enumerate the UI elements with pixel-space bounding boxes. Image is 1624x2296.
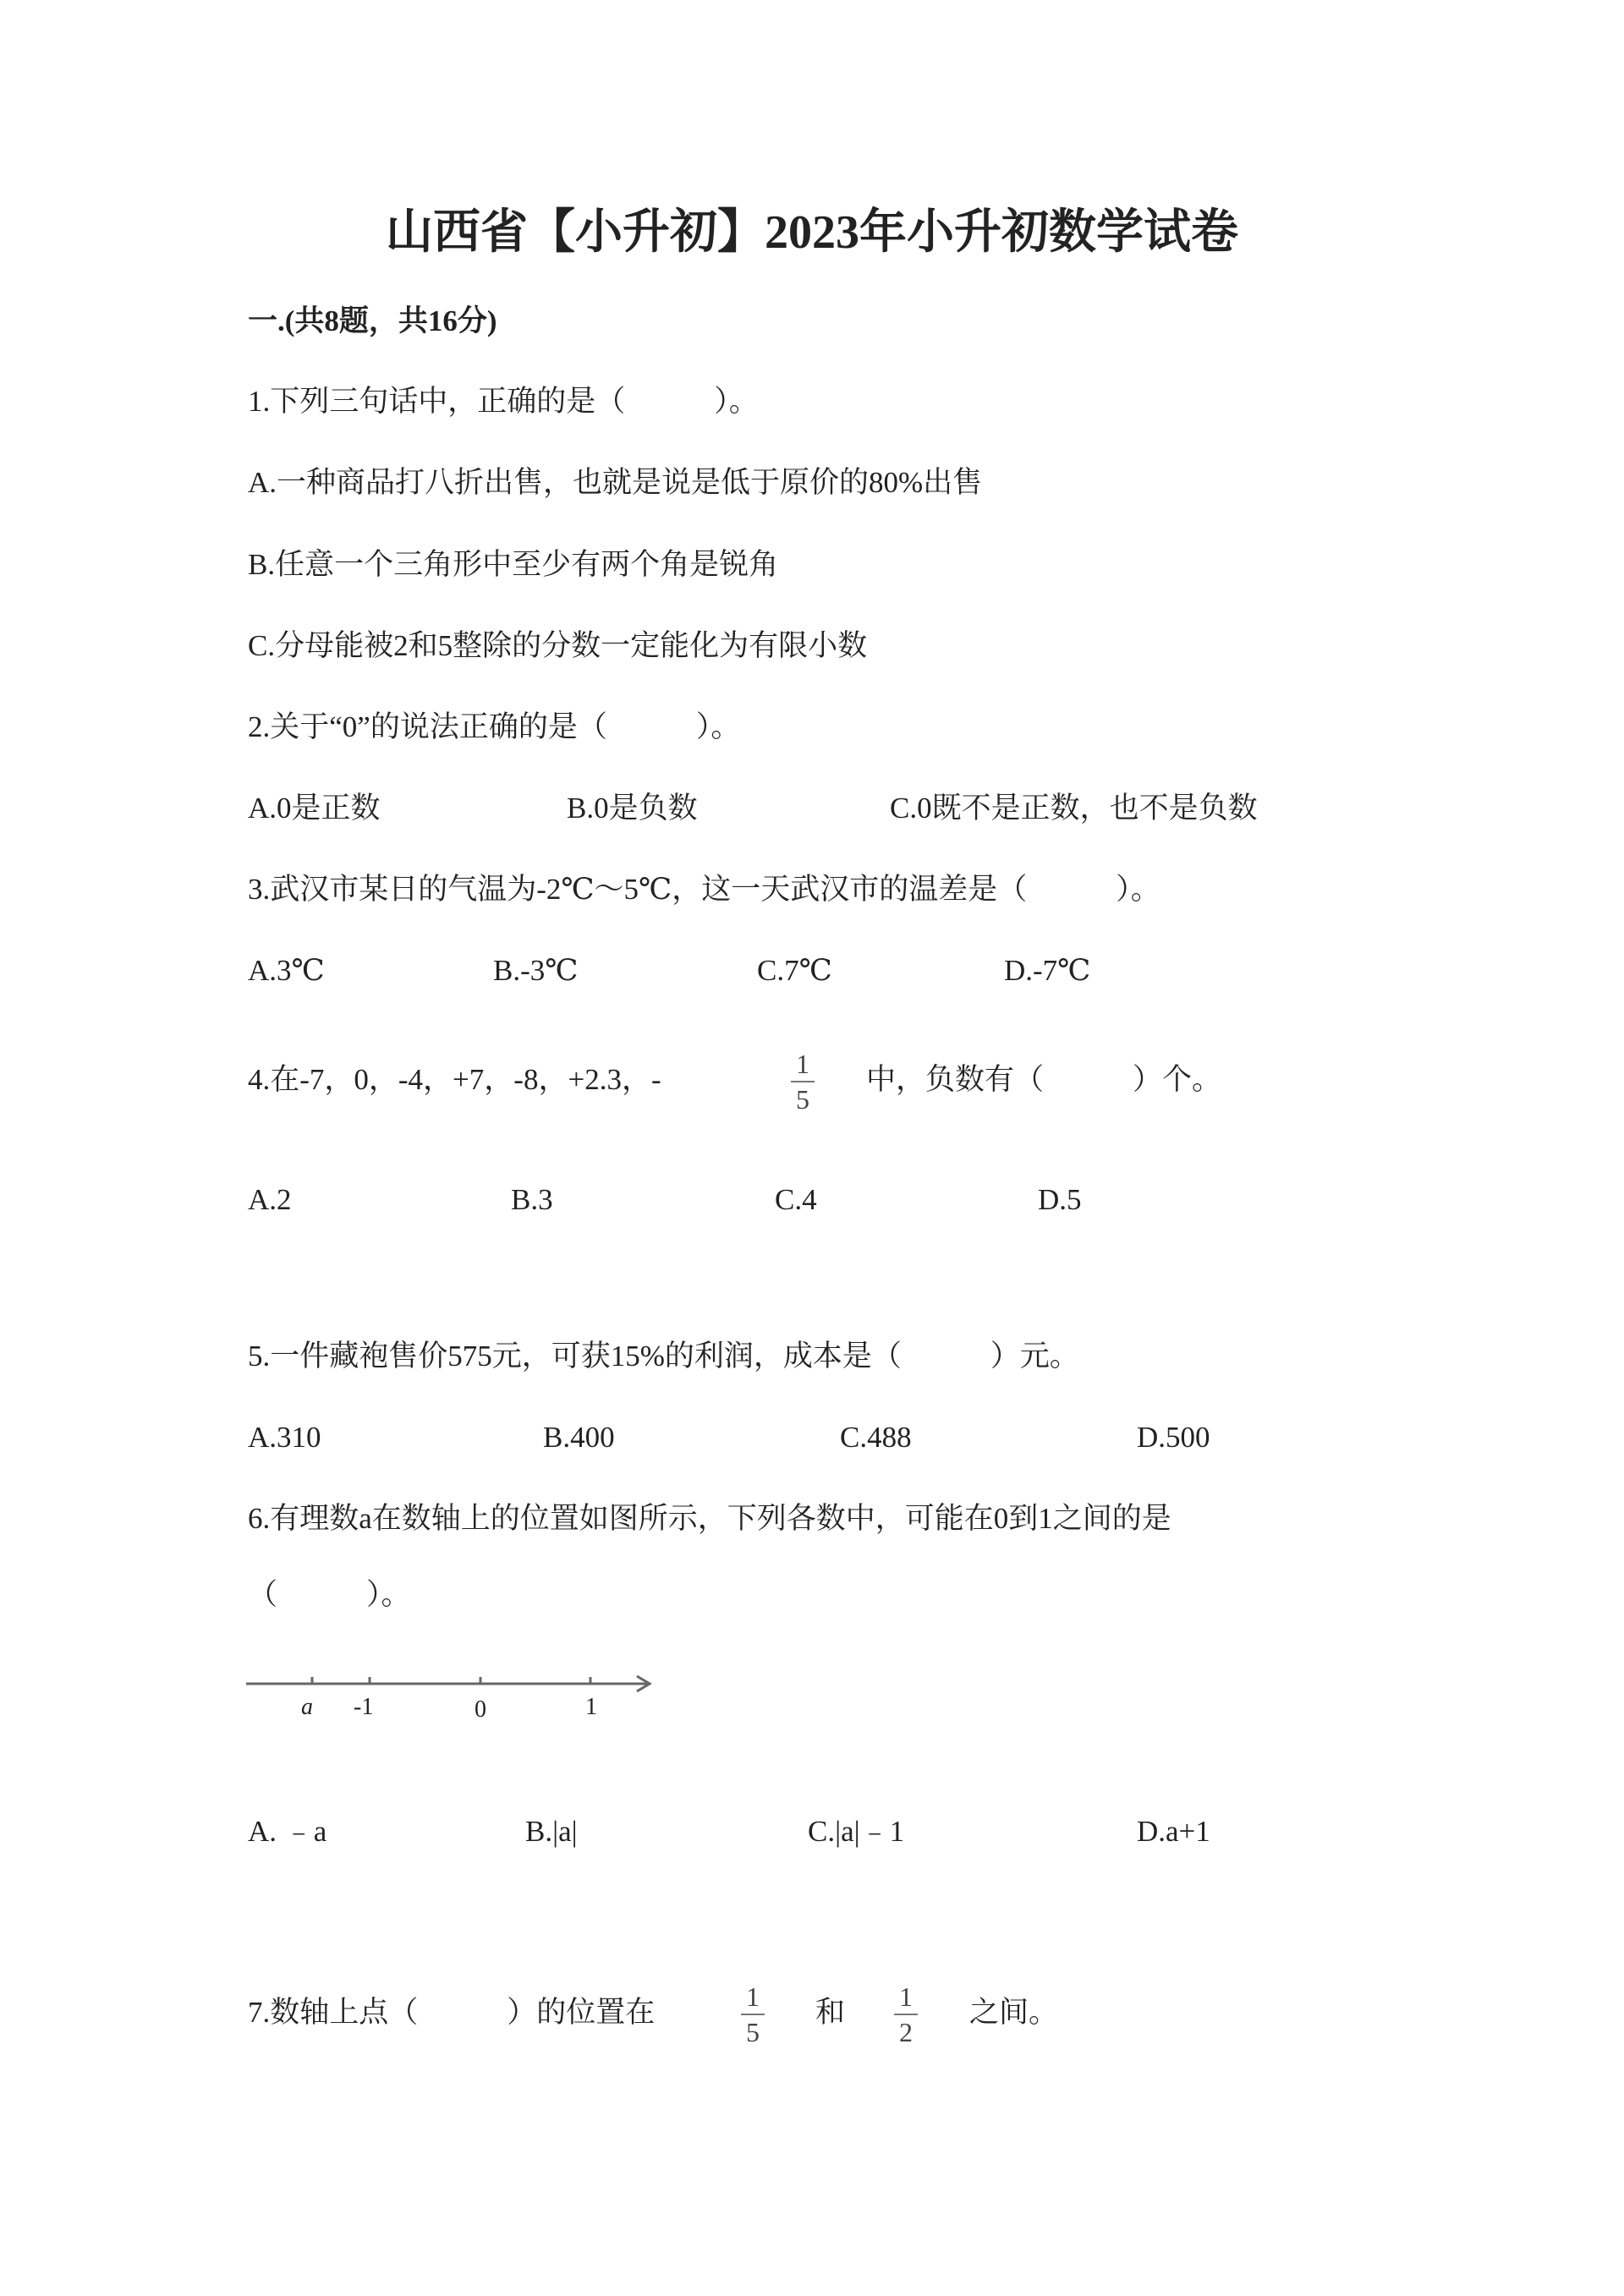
numerator: 1 <box>796 1049 809 1079</box>
q7-fraction-2 <box>889 1981 923 2047</box>
q5-option-d: D.500 <box>1137 1421 1210 1454</box>
q6-option-d: D.a+1 <box>1137 1815 1210 1848</box>
question-1: 1.下列三句话中，正确的是（ ）。 <box>248 385 759 418</box>
section-heading: 一.(共8题，共16分) <box>248 304 497 337</box>
denominator: 2 <box>899 2017 913 2047</box>
q3-option-b: B.-3℃ <box>493 954 579 987</box>
q4-fraction <box>786 1049 820 1115</box>
label-a: a <box>301 1694 313 1720</box>
q4-option-b: B.3 <box>511 1183 553 1216</box>
q3-option-a: A.3℃ <box>248 954 325 987</box>
denominator: 5 <box>746 2017 760 2047</box>
question-5: 5.一件藏袍售价575元，可获15%的利润，成本是（ ）元。 <box>248 1340 1079 1373</box>
question-7: 7.数轴上点（ ）的位置在 <box>248 1996 656 2029</box>
q5-option-b: B.400 <box>543 1421 615 1454</box>
q5-option-a: A.310 <box>248 1421 321 1454</box>
q6-option-b: B.|a| <box>525 1815 578 1848</box>
q7-fraction-1 <box>736 1981 770 2047</box>
numerator: 1 <box>746 1981 760 2012</box>
question-6-cont: （ ）。 <box>248 1578 411 1611</box>
q6-option-a: A. ﹣a <box>248 1815 327 1848</box>
question-4-tail: 中，负数有（ ）个。 <box>866 1063 1222 1096</box>
q1-option-c: C.分母能被2和5整除的分数一定能化为有限小数 <box>248 629 868 662</box>
label-minus-1: -1 <box>354 1694 374 1720</box>
q5-option-c: C.488 <box>840 1421 912 1454</box>
q3-option-c: C.7℃ <box>757 954 832 987</box>
denominator: 5 <box>796 1084 809 1115</box>
q4-option-c: C.4 <box>775 1183 817 1216</box>
question-7-tail: 之间。 <box>969 1996 1059 2029</box>
q1-option-b: B.任意一个三角形中至少有两个角是锐角 <box>248 548 779 581</box>
q4-option-d: D.5 <box>1038 1183 1082 1216</box>
q6-option-c: C.|a|﹣1 <box>808 1815 905 1848</box>
question-2: 2.关于“0”的说法正确的是（ ）。 <box>248 710 741 743</box>
q4-option-a: A.2 <box>248 1183 292 1216</box>
label-0: 0 <box>475 1696 486 1723</box>
page-title: 山西省【小升初】2023年小升初数学试卷 <box>386 206 1238 259</box>
number-line-arrow-icon <box>637 1676 650 1691</box>
q2-option-a: A.0是正数 <box>248 792 381 825</box>
label-1: 1 <box>585 1694 597 1720</box>
numerator: 1 <box>899 1981 913 2012</box>
q1-option-a: A.一种商品打八折出售，也就是说是低于原价的80%出售 <box>248 466 983 499</box>
question-3: 3.武汉市某日的气温为-2℃～5℃，这一天武汉市的温差是（ ）。 <box>248 873 1160 906</box>
q2-option-c: C.0既不是正数，也不是负数 <box>890 792 1258 825</box>
q3-option-d: D.-7℃ <box>1004 954 1091 987</box>
q2-option-b: B.0是负数 <box>567 792 698 825</box>
question-7-and: 和 <box>815 1996 846 2029</box>
question-4: 4.在-7，0，-4，+7，-8，+2.3，- <box>248 1063 661 1096</box>
question-6: 6.有理数a在数轴上的位置如图所示，下列各数中，可能在0到1之间的是 <box>248 1502 1171 1535</box>
